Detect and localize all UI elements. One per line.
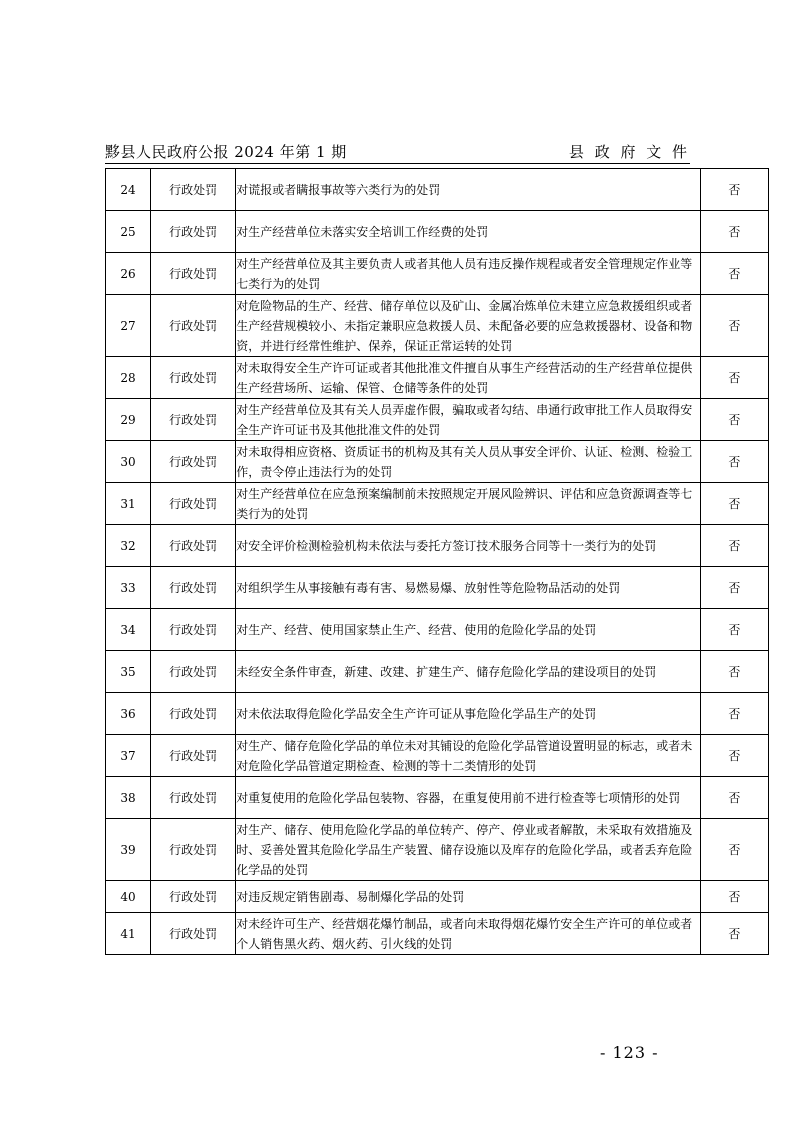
table-row: [106, 295, 769, 357]
row-flag: 否: [700, 253, 768, 295]
row-type: 行政处罚: [151, 881, 236, 913]
row-flag: 否: [700, 651, 768, 693]
row-type: 行政处罚: [151, 483, 236, 525]
row-item: 对生产经营单位及其主要负责人或者其他人员有违反操作规程或者安全管理规定作业等七类行为的处罚: [236, 253, 701, 295]
row-type: 行政处罚: [151, 777, 236, 819]
row-type: 行政处罚: [151, 525, 236, 567]
row-type: 行政处罚: [151, 651, 236, 693]
row-flag: 否: [700, 357, 768, 399]
table-row: [106, 819, 769, 881]
row-number: 36: [106, 693, 151, 735]
table-row: [106, 777, 769, 819]
row-item: 对未经许可生产、经营烟花爆竹制品，或者向未取得烟花爆竹安全生产许可的单位或者个人销售黑火药、烟火药、引火线的处罚: [236, 913, 701, 955]
table-row: [106, 253, 769, 295]
table-row: [106, 735, 769, 777]
row-item: 对谎报或者瞒报事故等六类行为的处罚: [236, 169, 701, 211]
row-item: 对危险物品的生产、经营、储存单位以及矿山、金属冶炼单位未建立应急救援组织或者生产经营规模较小、未指定兼职应急救援人员、未配备必要的应急救援器材、设备和物资，并进行经常性维护、保养，保证正常运转的处罚: [236, 295, 701, 357]
row-item: 对违反规定销售剧毒、易制爆化学品的处罚: [236, 881, 701, 913]
row-type: 行政处罚: [151, 913, 236, 955]
row-flag: 否: [700, 399, 768, 441]
row-number: 41: [106, 913, 151, 955]
row-flag: 否: [700, 819, 768, 881]
row-item: 对生产、储存危险化学品的单位未对其铺设的危险化学品管道设置明显的标志，或者未对危险化学品管道定期检查、检测的等十二类情形的处罚: [236, 735, 701, 777]
row-item: 对生产经营单位及其有关人员弄虚作假，骗取或者勾结、串通行政审批工作人员取得安全生产许可证书及其他批准文件的处罚: [236, 399, 701, 441]
table-row: [106, 441, 769, 483]
row-flag: 否: [700, 693, 768, 735]
row-number: 40: [106, 881, 151, 913]
row-type: 行政处罚: [151, 295, 236, 357]
row-type: 行政处罚: [151, 609, 236, 651]
table-row: [106, 211, 769, 253]
table-row: [106, 399, 769, 441]
row-item: 对生产经营单位在应急预案编制前未按照规定开展风险辨识、评估和应急资源调查等七类行为的处罚: [236, 483, 701, 525]
row-item: 对组织学生从事接触有毒有害、易燃易爆、放射性等危险物品活动的处罚: [236, 567, 701, 609]
row-number: 24: [106, 169, 151, 211]
row-item: 对未取得安全生产许可证或者其他批准文件擅自从事生产经营活动的生产经营单位提供生产经营场所、运输、保管、仓储等条件的处罚: [236, 357, 701, 399]
row-type: 行政处罚: [151, 441, 236, 483]
row-number: 28: [106, 357, 151, 399]
row-number: 37: [106, 735, 151, 777]
row-flag: 否: [700, 169, 768, 211]
table-row: [106, 609, 769, 651]
row-item: 对生产经营单位未落实安全培训工作经费的处罚: [236, 211, 701, 253]
row-number: 38: [106, 777, 151, 819]
row-flag: 否: [700, 441, 768, 483]
row-flag: 否: [700, 211, 768, 253]
row-number: 33: [106, 567, 151, 609]
table-row: [106, 567, 769, 609]
row-flag: 否: [700, 881, 768, 913]
row-item: 对未取得相应资格、资质证书的机构及其有关人员从事安全评价、认证、检测、检验工作，责令停止违法行为的处罚: [236, 441, 701, 483]
row-flag: 否: [700, 525, 768, 567]
row-number: 29: [106, 399, 151, 441]
row-number: 30: [106, 441, 151, 483]
header-rule: [105, 163, 690, 164]
row-flag: 否: [700, 567, 768, 609]
row-type: 行政处罚: [151, 693, 236, 735]
table-row: [106, 525, 769, 567]
row-type: 行政处罚: [151, 819, 236, 881]
row-number: 26: [106, 253, 151, 295]
section-title: 县 政 府 文 件: [568, 143, 690, 161]
penalty-table: [105, 168, 769, 955]
table-row: [106, 913, 769, 955]
row-item: 未经安全条件审查，新建、改建、扩建生产、储存危险化学品的建设项目的处罚: [236, 651, 701, 693]
table-row: [106, 483, 769, 525]
row-type: 行政处罚: [151, 399, 236, 441]
row-type: 行政处罚: [151, 735, 236, 777]
row-item: 对重复使用的危险化学品包装物、容器，在重复使用前不进行检查等七项情形的处罚: [236, 777, 701, 819]
row-type: 行政处罚: [151, 567, 236, 609]
row-flag: 否: [700, 295, 768, 357]
row-number: 27: [106, 295, 151, 357]
row-item: 对未依法取得危险化学品安全生产许可证从事危险化学品生产的处罚: [236, 693, 701, 735]
row-number: 34: [106, 609, 151, 651]
row-number: 35: [106, 651, 151, 693]
table-row: [106, 169, 769, 211]
page-header: [105, 141, 690, 165]
row-flag: 否: [700, 483, 768, 525]
row-number: 31: [106, 483, 151, 525]
row-flag: 否: [700, 609, 768, 651]
row-type: 行政处罚: [151, 169, 236, 211]
row-item: 对生产、经营、使用国家禁止生产、经营、使用的危险化学品的处罚: [236, 609, 701, 651]
page-number: - 123 -: [600, 1043, 659, 1062]
row-type: 行政处罚: [151, 211, 236, 253]
table-row: [106, 693, 769, 735]
table-row: [106, 881, 769, 913]
row-number: 39: [106, 819, 151, 881]
row-type: 行政处罚: [151, 253, 236, 295]
row-type: 行政处罚: [151, 357, 236, 399]
bulletin-title: 黟县人民政府公报 2024 年第 1 期: [105, 143, 347, 161]
row-flag: 否: [700, 913, 768, 955]
row-item: 对安全评价检测检验机构未依法与委托方签订技术服务合同等十一类行为的处罚: [236, 525, 701, 567]
penalty-table-body: [106, 169, 769, 955]
row-number: 32: [106, 525, 151, 567]
row-flag: 否: [700, 735, 768, 777]
table-row: [106, 651, 769, 693]
table-row: [106, 357, 769, 399]
row-item: 对生产、储存、使用危险化学品的单位转产、停产、停业或者解散，未采取有效措施及时、妥善处置其危险化学品生产装置、储存设施以及库存的危险化学品，或者丢弃危险化学品的处罚: [236, 819, 701, 881]
row-number: 25: [106, 211, 151, 253]
row-flag: 否: [700, 777, 768, 819]
